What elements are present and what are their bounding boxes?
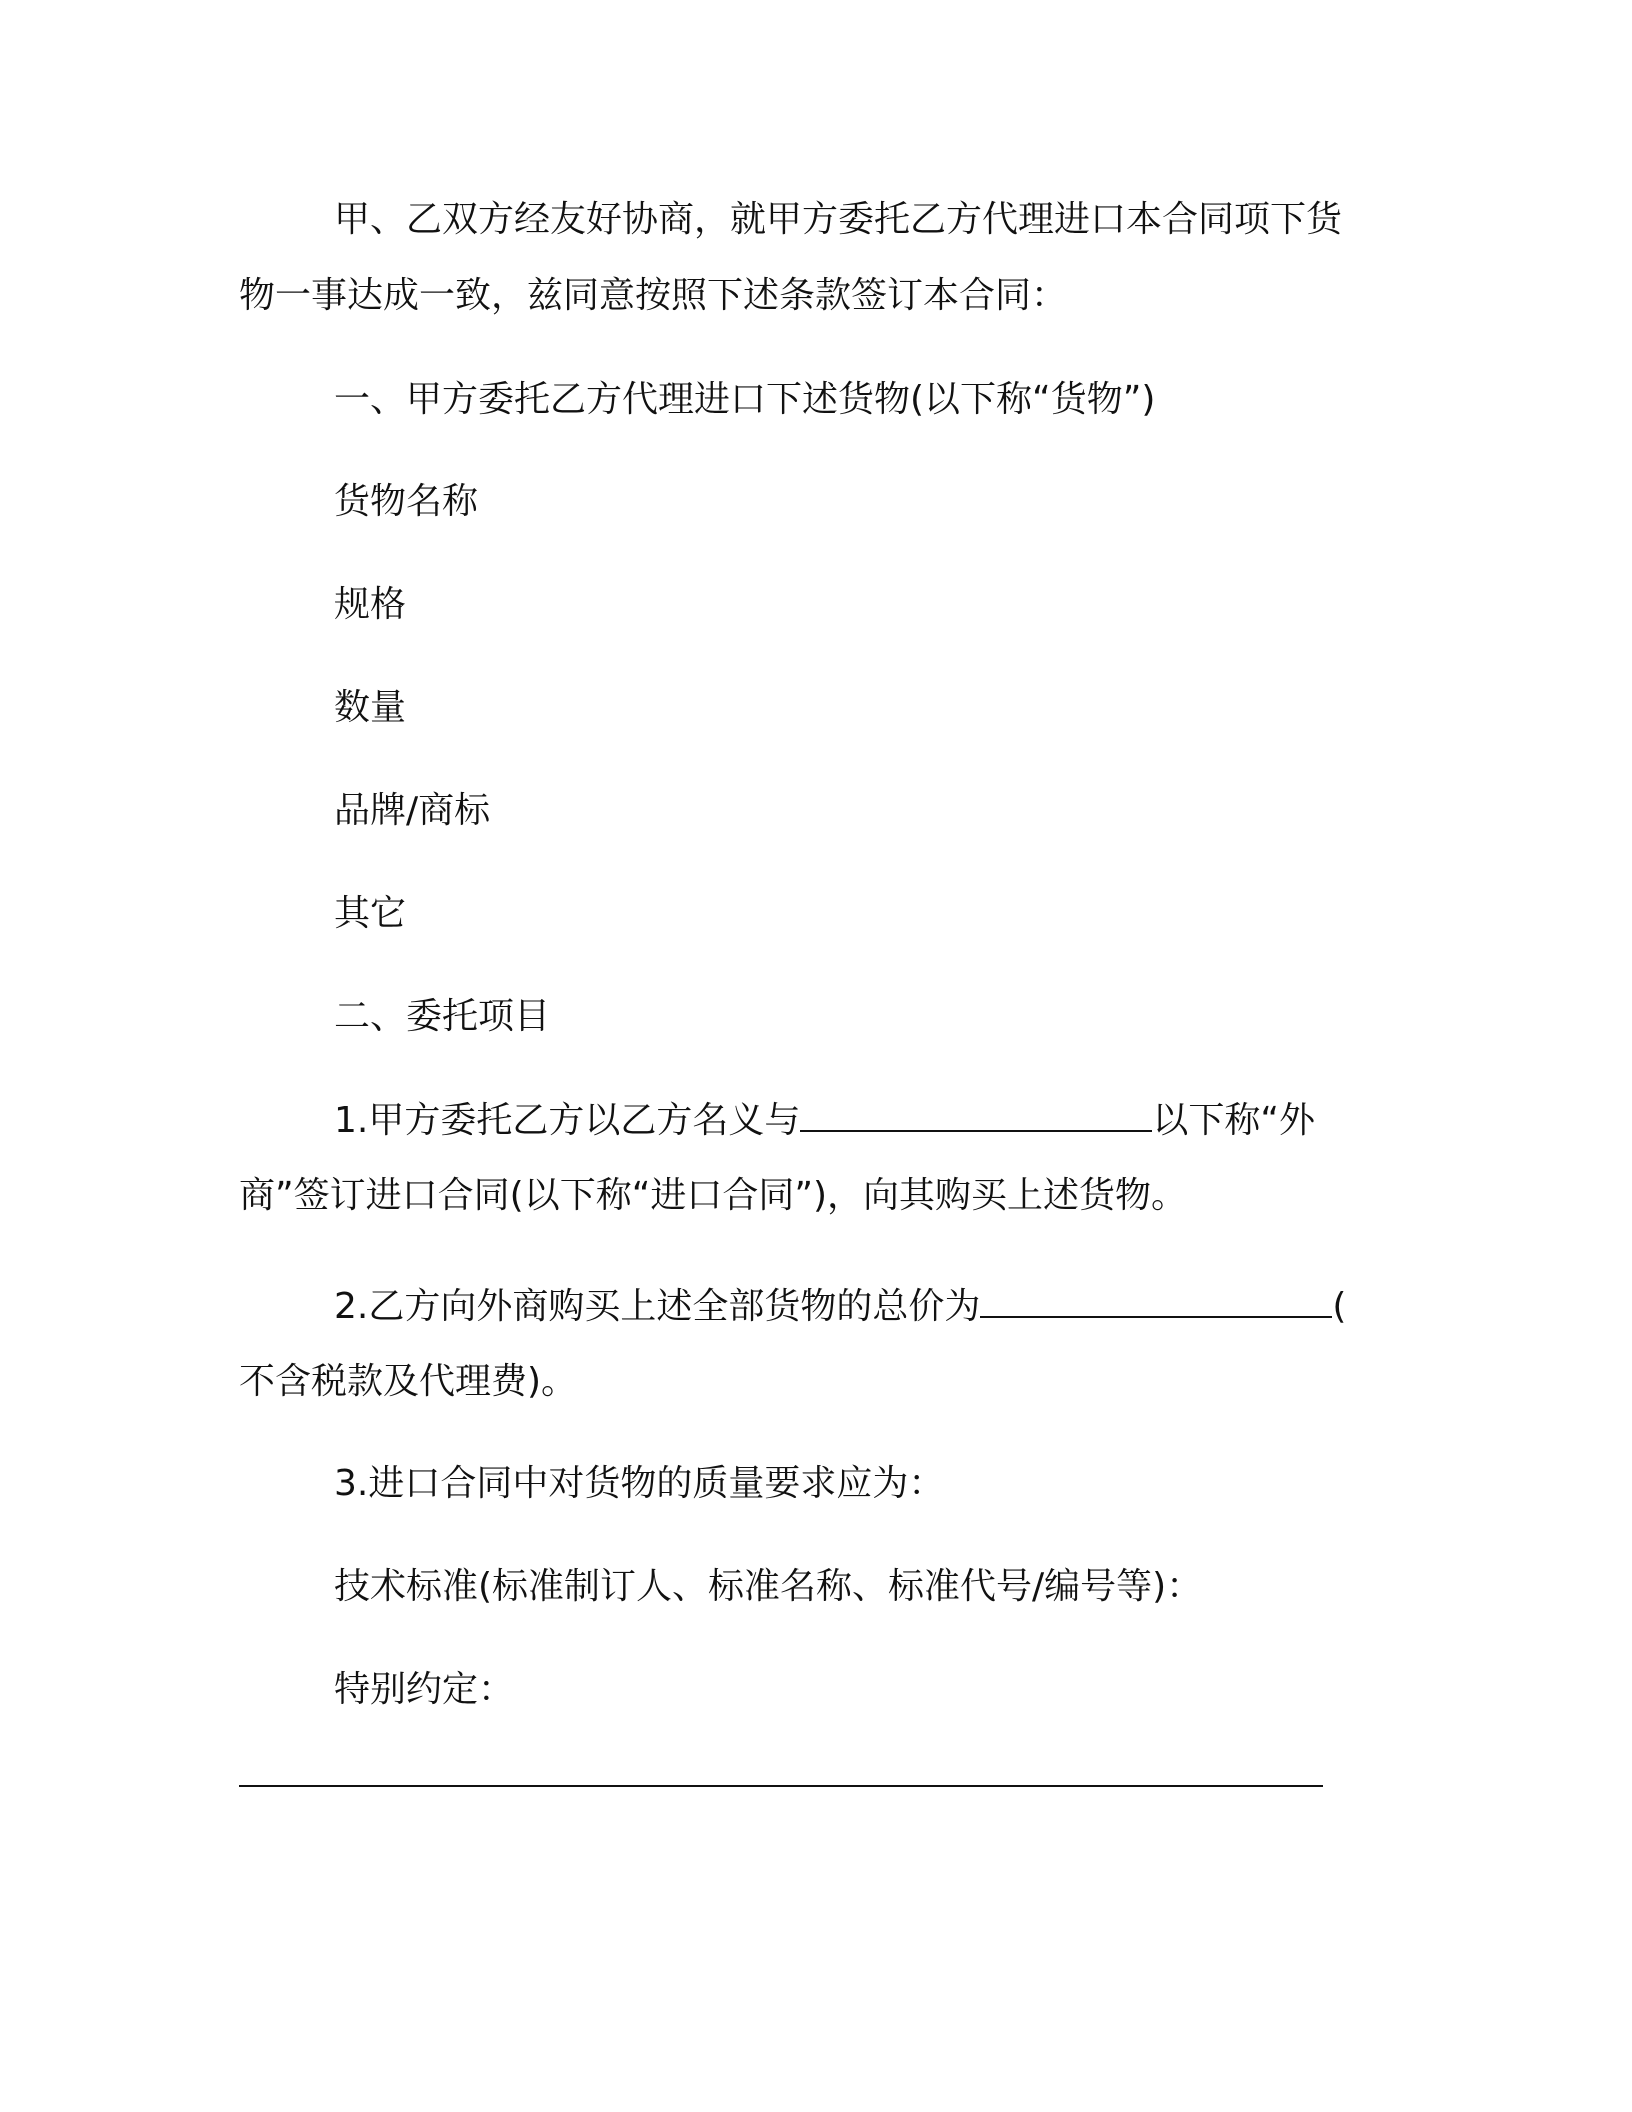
section-2-heading: 二、委托项目 bbox=[334, 996, 551, 1037]
clause-2-line-2: 不含税款及代理费)。 bbox=[239, 1361, 578, 1402]
section-1-heading: 一、甲方委托乙方代理进口下述货物(以下称“货物”) bbox=[334, 379, 1156, 420]
clause-1-line-1 bbox=[334, 1096, 1315, 1145]
brand-label: 品牌/商标 bbox=[334, 790, 491, 831]
clause-2-line-1 bbox=[334, 1282, 1346, 1331]
quantity-label: 数量 bbox=[334, 687, 407, 728]
clause-1-text-after: 以下称“外 bbox=[1152, 1100, 1316, 1141]
clause-1-text-before: 1.甲方委托乙方以乙方名义与 bbox=[334, 1100, 801, 1141]
goods-name-label: 货物名称 bbox=[334, 481, 479, 522]
foreign-party-blank bbox=[800, 1096, 1152, 1132]
other-label: 其它 bbox=[334, 893, 407, 934]
clause-1-line-2: 商”签订进口合同(以下称“进口合同”)，向其购买上述货物。 bbox=[239, 1175, 1188, 1216]
clause-2-text-before: 2.乙方向外商购买上述全部货物的总价为 bbox=[334, 1286, 981, 1327]
clause-2-text-after: ( bbox=[1332, 1286, 1347, 1327]
intro-line-2: 物一事达成一致，兹同意按照下述条款签订本合同： bbox=[239, 275, 1068, 316]
technical-standard-label: 技术标准(标准制订人、标准名称、标准代号/编号等)： bbox=[334, 1566, 1203, 1607]
special-agreement-label: 特别约定： bbox=[334, 1669, 515, 1710]
total-price-blank bbox=[980, 1282, 1332, 1318]
intro-line-1: 甲、乙双方经友好协商，就甲方委托乙方代理进口本合同项下货 bbox=[334, 199, 1343, 240]
special-agreement-blank-line bbox=[239, 1785, 1323, 1787]
clause-3-text: 3.进口合同中对货物的质量要求应为： bbox=[334, 1463, 945, 1504]
specification-label: 规格 bbox=[334, 584, 407, 625]
